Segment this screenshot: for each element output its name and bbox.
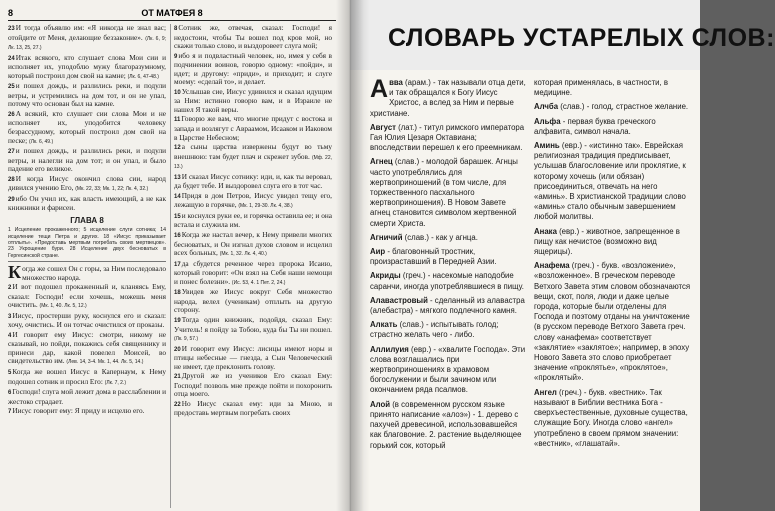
glossary-term: Агничий	[370, 232, 403, 242]
glossary-term: Август	[370, 122, 396, 132]
cross-reference: (Мк. 1, 29-30. Лк. 4, 38.)	[238, 203, 293, 210]
verse-text: огда же сошел Он с горы, за Ним последовало множество народа.	[22, 263, 166, 282]
glossary-columns	[370, 75, 692, 508]
verse-text: да сбудется реченное через пророка Исаию, который говорит: «Он взял на Себя наши немощи и понес болезни».	[174, 258, 332, 286]
glossary-definition: (слав.) - молодой барашек. Агнцы часто употреблялись для жертвоприношений (в том числе, для торжественного пасхального жертвоприношения). В Новом Завете агнец становится символом жертвенной смерти Христа.	[370, 157, 518, 228]
verse-number: 26	[8, 111, 15, 118]
glossary-entry	[534, 117, 692, 137]
column-1	[8, 24, 166, 508]
glossary-definition: (евр.) - «истинно так». Еврейская религиозная традиция предписывает, услышав благословение или проклятие, к которому хочешь (или обязан) присоединиться, отвечать на него «аминь». В христианской традиции слово «аминь» стало обычным завершением любой молитвы.	[534, 141, 686, 222]
verse-text: Когда же настал вечер, к Нему привели многих бесноватых, и Он изгнал духов словом и исцелил всех больных,	[174, 230, 332, 258]
verse-text: И тогда объявлю им: «Я никогда не знал вас; отойдите от Меня, делающие беззаконие».	[8, 23, 166, 42]
glossary-term: Аир	[370, 247, 386, 257]
verse-number: 29	[8, 196, 15, 203]
verse	[8, 261, 166, 282]
verse	[8, 110, 166, 146]
glossary-definition: (евр.) - «хвалите Господа». Эти слова возглашались при жертвоприношениях в храмовом богослужении и были зачином или окончанием ряда псалмов.	[370, 344, 526, 395]
verse	[174, 345, 332, 372]
glossary-definition: (евр.) - животное, запрещенное в пищу как нечистое (возможно вид ящерицы).	[534, 226, 680, 257]
verse-text: Господи! слуга мой лежит дома в расслаблении и жестоко страдает.	[8, 387, 166, 406]
glossary-entry	[534, 227, 692, 258]
verse-number: 27	[8, 149, 15, 156]
glossary-entry	[370, 233, 528, 243]
verse	[8, 24, 166, 53]
glossary-definition: (арам.) - так называли отца дети, и так обращался к Богу Иисус Христос, а вслед за Ним и первые христиане.	[370, 78, 526, 118]
verse	[8, 195, 166, 213]
verse-number: 16	[174, 233, 181, 240]
chapter-title: ГЛАВА 8	[70, 215, 104, 225]
glossary-definition: (в современном русском языке принято написание «алоэ») - 1. дерево с пахучей древесиной, использовавшейся как благовоние. 2. растение выделяющее горький сок, который	[370, 399, 522, 450]
verse-text: И когда Иисус окончил слова сии, народ дивился учению Его,	[8, 173, 166, 193]
verse-number: 21	[174, 374, 181, 381]
verse-number: 13	[174, 174, 181, 181]
verse-text: и коснулся руки ее, и горячка оставила ее; и она встала и служила им.	[174, 210, 332, 230]
verse	[174, 143, 332, 172]
glossary-definition: - благовонный тростник, произраставший в Передней Азии.	[370, 247, 497, 267]
glossary-entry	[534, 261, 692, 383]
text-columns	[8, 24, 334, 508]
verse	[8, 54, 166, 82]
verse-number: 22	[174, 401, 181, 408]
verse-number: 20	[174, 346, 181, 353]
verse	[8, 82, 166, 109]
glossary-term: Анака	[534, 226, 557, 236]
cross-reference: (Мк. 1, 40. Лк. 5, 12.)	[39, 303, 87, 310]
verse-text: ибо Он учил их, как власть имеющий, а не как книжники и фарисеи.	[8, 193, 166, 213]
verse-text: Сотник же, отвечая, сказал: Господи! я недостоин, чтобы Ты вошел под кров мой, но скажи только слово, и выздоровеет слуга мой;	[174, 23, 332, 51]
page-fold-shadow	[350, 0, 370, 511]
glossary-column-2	[534, 78, 692, 508]
column-rule	[170, 24, 171, 508]
verse	[174, 260, 332, 288]
verse-number: 2	[8, 285, 12, 292]
verse	[174, 88, 332, 115]
verse-text: И вот подошел прокаженный и, кланяясь Ему, сказал: Господи! если хочешь, можешь меня очистить.	[8, 282, 166, 310]
verse-text: Другой же из учеников Его сказал Ему: Господи! позволь мне прежде пойти и похоронить отца моего.	[174, 371, 332, 399]
glossary-title: СЛОВАРЬ УСТАРЕЛЫХ СЛОВ:	[388, 24, 775, 52]
verse	[174, 212, 332, 230]
glossary-entry	[370, 247, 528, 267]
verse-number: 8	[174, 26, 178, 32]
verse	[174, 288, 332, 315]
right-page	[350, 0, 775, 511]
verse-number: 4	[8, 332, 12, 339]
verse-text: Говорю же вам, что многие придут с востока и запада и возлягут с Авраамом, Исааком и Иаковом в Царстве Небесном;	[174, 114, 332, 142]
glossary-entry	[534, 141, 692, 223]
glossary-column-1	[370, 75, 528, 508]
left-page	[0, 0, 350, 511]
verse	[174, 400, 332, 418]
cross-reference: (Лк. 6, 49.)	[29, 138, 54, 145]
verse	[174, 52, 332, 87]
cross-reference: (Мк. 1, 32. Лк. 4, 40.)	[219, 251, 267, 258]
glossary-entry	[370, 123, 528, 154]
glossary-definition: (слав.) - испытывать голод; страстно желать чего - либо.	[370, 320, 499, 340]
verse-number: 12	[174, 145, 181, 152]
glossary-definition: (слав.) - как у агнца.	[402, 232, 478, 242]
verse-number: 23	[8, 26, 15, 32]
glossary-term: Алой	[370, 399, 391, 409]
drop-cap: А	[370, 75, 389, 103]
verse-number: 10	[174, 89, 181, 96]
verse-number: 7	[8, 409, 12, 416]
cross-reference: (Мк. 22, 33; Мк. 1, 22; Лк. 4, 32.)	[75, 186, 149, 193]
verse-text: Увидев же Иисус вокруг Себя множество народа, велел (ученикам) отплыть на другую сторону.	[174, 287, 332, 315]
verse-number: 24	[8, 55, 15, 62]
verse-text: Придя в дом Петров, Иисус увидел тещу его, лежащую в горячке,	[174, 190, 332, 210]
verse-text: ибо я и подвластный человек, но, имея у себя в подчинении воинов, говорю одному: «пойди», и идет; и другому: «приди», и приходит; и слуге моему: «сделай то», и делает.	[174, 50, 332, 87]
verse	[8, 175, 166, 194]
verse-number: 14	[174, 193, 181, 200]
verse-number: 25	[8, 84, 15, 91]
verse-text: Итак всякого, кто слушает слова Мои сии и исполняет их, уподоблю мужу благоразумному, который построил дом свой на камне;	[8, 52, 166, 80]
page-number: 8	[8, 8, 14, 18]
cross-reference: (Лк. 6, 9; Лк. 13, 25, 27.)	[8, 35, 166, 52]
verse-text: Но Иисус сказал ему: иди за Мною, и предоставь мертвым погребать своих	[174, 398, 332, 418]
verse	[8, 331, 166, 367]
glossary-definition: (слав.) - голод, страстное желание.	[558, 102, 689, 112]
verse-text: Тогда один книжник, подойдя, сказал Ему: Учитель! я пойду за Тобою, куда бы Ты ни пошел.	[174, 314, 332, 334]
verse-number: 15	[174, 213, 181, 220]
cross-reference: (Мф. 22, 13.)	[174, 154, 332, 171]
running-title: ОТ МАТФЕЯ 8	[141, 8, 203, 18]
verse	[8, 147, 166, 174]
glossary-entry	[534, 102, 692, 112]
verse-number: 17	[174, 261, 181, 268]
cross-reference: (Лк. 7, 2.)	[104, 379, 126, 386]
cross-reference: (Ис. 53, 4. 1 Пет. 2, 24.)	[231, 279, 286, 286]
verse-text: А всякий, кто слушает сии слова Мои и не исполняет их, уподобится человеку безрассудному, который построил дом свой на песке;	[8, 108, 166, 145]
glossary-definition: (лат.) - титул римского императора Гая Юлия Цезаря Октавиана; впоследствии перешел к его преемникам.	[370, 122, 525, 153]
verse	[8, 388, 166, 406]
verse-text: а сыны царства извержены будут во тьму внешнюю: там будет плач и скрежет зубов.	[174, 142, 332, 161]
verse	[8, 283, 166, 311]
verse-number: 18	[174, 290, 181, 297]
verse	[174, 24, 332, 51]
glossary-term: Аминь	[534, 141, 560, 151]
cross-reference: (Лев. 14, 3-4. Мк. 1, 44. Лк. 5, 14.)	[66, 359, 144, 366]
verse	[174, 231, 332, 259]
glossary-definition: (греч.) - насекомые наподобие саранчи, иногда употреблявшиеся в пищу.	[370, 271, 524, 291]
cross-reference: (Лк. 9, 57.)	[174, 336, 199, 343]
glossary-entry	[370, 400, 528, 451]
verse-number: 28	[8, 176, 15, 183]
cross-reference: (Лк. 6, 47-48.)	[127, 73, 159, 80]
glossary-entry	[370, 345, 528, 396]
verse-text: и пошел дождь, и разлились реки, и подули ветры, и налегли на дом тот; и он упал, и было падение его великое.	[8, 146, 166, 174]
running-header	[8, 8, 336, 21]
verse-number: 5	[8, 369, 12, 376]
glossary-term: Альфа	[534, 116, 561, 126]
verse-number: 6	[8, 390, 12, 397]
verse	[174, 372, 332, 399]
glossary-definition: - первая буква греческого алфавита, символ начала.	[534, 116, 656, 136]
glossary-term: Анафема	[534, 261, 570, 271]
verse-number: 9	[174, 53, 178, 60]
verse-text: Иисус говорит ему: Я приду и исцелю его.	[12, 406, 145, 416]
glossary-term: Алчба	[534, 102, 559, 112]
verse	[174, 316, 332, 344]
verse-text: И говорит ему Иисус: лисицы имеют норы и птицы небесные — гнезда, а Сын Человеческий не имеет, где преклонить голову.	[174, 343, 332, 371]
verse-text: И сказал Иисус сотнику: иди, и, как ты веровал, да будет тебе. И выздоровел слуга его в тот час.	[174, 171, 332, 191]
glossary-definition: (греч.) - букв. «возложение», «возложенное». В греческом переводе Ветхого Завета этим словом обозначаются вещи, скот, поля, люди и даже целые города, которые были отделены для Господа и поэтому отданы на уничтожение (в русском переводе Ветхого Завета греч. слову «анафема» соответствует «заклятие» «заклятое»; например, в эпоху Нового Завета это слово приобретает значение «проклятье», «проклятое», «проклятый».	[534, 261, 691, 383]
glossary-header	[350, 0, 775, 70]
verse-text: И говорит ему Иисус: смотри, никому не сказывай, но пойди, покажись себя священнику и принеси дар, какой повелел Моисей, во свидетельство им.	[8, 329, 166, 366]
verse	[8, 407, 166, 417]
glossary-entry	[370, 157, 528, 228]
glossary-entry	[370, 296, 528, 316]
drop-cap: К	[8, 261, 22, 282]
verse-text: Иисус, простерши руку, коснулся его и сказал: хочу, очистись. И он тотчас очистился от проказы.	[8, 310, 166, 330]
glossary-definition: (греч.) - букв. «вестник». Так называют в Библии вестника Бога - сверхъестественные, духовные существа, служащие Богу. Иногда слово «ангел» употреблено в своем прямом значении: «вестник», «глашатай».	[534, 387, 688, 448]
glossary-entry	[370, 320, 528, 340]
verse-text: и пошел дождь, и разлились реки, и подули ветры, и устремились на дом тот, и он не упал, потому что основан был на камне.	[8, 81, 166, 109]
verse-text: Услышав сие, Иисус удивился и сказал идущим за Ним: истинно говорю вам, и в Израиле не нашел Я такой веры.	[174, 86, 332, 114]
glossary-term: Ангел	[534, 387, 557, 397]
glossary-term: Аллилуия	[370, 344, 409, 354]
glossary-entry	[370, 271, 528, 291]
column-2	[174, 24, 332, 508]
verse-number: 19	[174, 317, 181, 324]
glossary-definition: которая применялась, в частности, в медицине.	[534, 78, 668, 98]
glossary-definition: - сделанный из алавастра (алебастра) - мягкого подлечного камня.	[370, 295, 525, 316]
verse	[174, 192, 332, 211]
verse-number: 11	[174, 117, 181, 124]
glossary-term: Алкать	[370, 320, 398, 330]
verse	[8, 312, 166, 330]
verse-text: Когда же вошел Иисус в Капернаум, к Нему подошел сотник и просил Его:	[8, 366, 166, 386]
verse	[8, 368, 166, 387]
glossary-term: Агнец	[370, 157, 393, 167]
verse-number: 3	[8, 313, 12, 320]
glossary-term: Алавастровый	[370, 295, 428, 305]
verse	[174, 173, 332, 191]
verse	[174, 115, 332, 142]
glossary-entry	[534, 388, 692, 449]
glossary-term: вва	[389, 78, 403, 87]
glossary-entry	[534, 78, 692, 98]
chapter-summary: 1 Исцеление прокаженного; 5 исцеление слуги сотника; 14 исцеление тещи Петра и других. 18 «Иисус приказывает отплыть». «Предоставь мертвым погребать своих мертвецов». 23 Укрощение бури. 28 Исцеление двух бесноватых в Гергесинской стране.	[8, 227, 166, 261]
glossary-entry	[370, 75, 528, 119]
glossary-term: Акриды	[370, 271, 401, 281]
